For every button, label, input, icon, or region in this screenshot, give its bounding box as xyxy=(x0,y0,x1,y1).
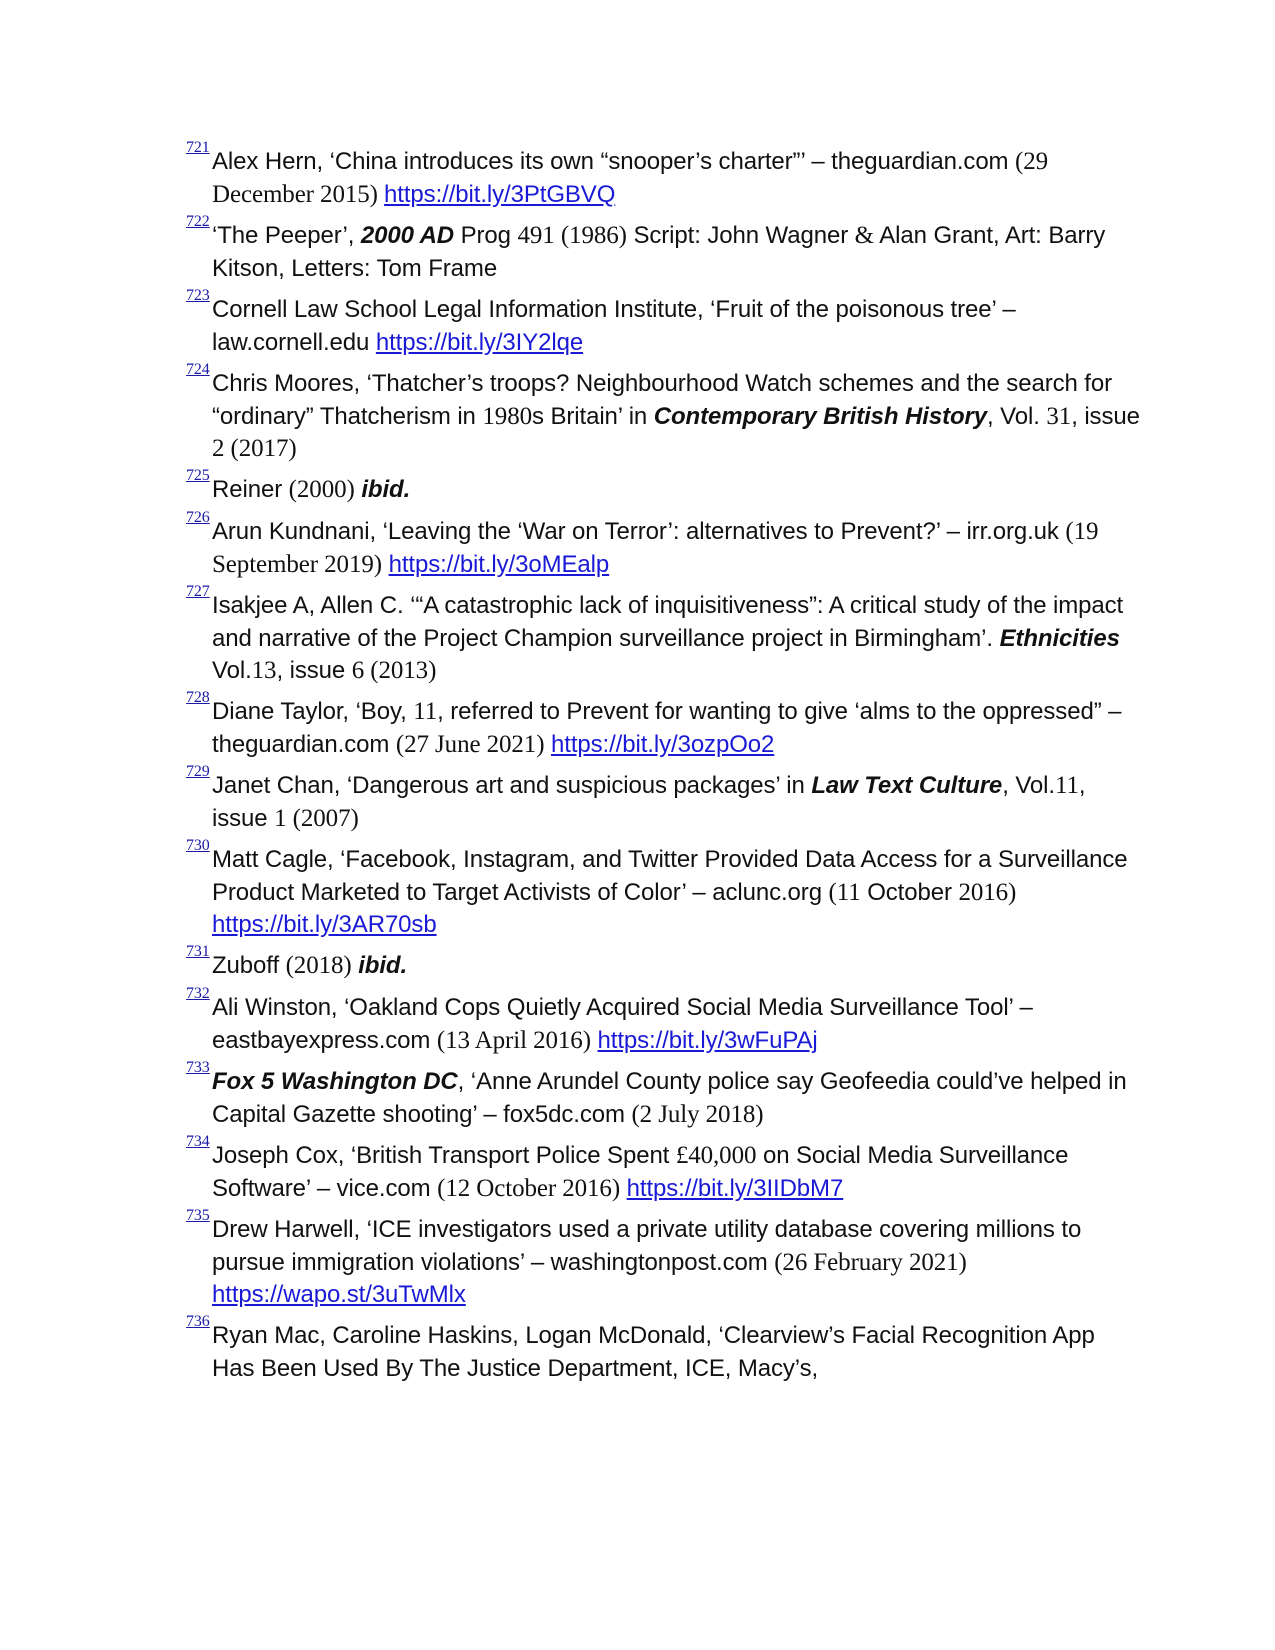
footnote-number-link[interactable]: 730 xyxy=(186,837,210,854)
publication-title: ibid. xyxy=(358,952,408,979)
footnote-text: 1980 xyxy=(482,402,532,430)
footnote-number-link[interactable]: 725 xyxy=(186,467,210,484)
footnote-text: Alan Grant, Art: Barry Kitson, Letters: Tom Frame xyxy=(212,222,1106,282)
footnote-text: 2016) xyxy=(958,878,1017,906)
footnote-726 xyxy=(182,509,1142,581)
footnote-url-link[interactable]: https://bit.ly/3oMEalp xyxy=(388,550,610,578)
footnote-text: Chris Moores, ‘Thatcher’s troops? Neighbourhood Watch schemes and the search for “ordinary” Thatcherism in xyxy=(212,370,1113,430)
footnote-number-link[interactable]: 724 xyxy=(186,361,210,378)
footnote-text: (11 xyxy=(828,878,861,906)
footnote-text: Zuboff xyxy=(212,952,286,979)
footnote-text: Matt Cagle, ‘Facebook, Instagram, and Twitter Provided Data Access for a Surveillance Product Marketed to Target Activists of Color’ – aclunc.org xyxy=(212,846,1128,906)
footnote-text: Drew Harwell, ‘ICE investigators used a private utility database covering millions to pursue immigration violations’ – washingtonpost.com xyxy=(212,1216,1082,1276)
footnote-text: Script: John Wagner xyxy=(626,222,855,249)
footnote-text: ‘The Peeper’, xyxy=(212,222,361,249)
footnote-text: s Britain’ in xyxy=(532,402,654,430)
footnote-text: , Vol. xyxy=(1002,772,1055,799)
footnote-text: (2 July 2018) xyxy=(631,1100,764,1128)
footnote-number-link[interactable]: 727 xyxy=(186,583,210,600)
footnote-text: (2000) xyxy=(288,476,355,503)
footnote-text: on Social Media Surveillance Software’ – vice.com xyxy=(212,1142,1069,1202)
footnote-url-link[interactable]: https://bit.ly/3ozpOo2 xyxy=(551,730,775,758)
footnote-text: 11 xyxy=(1054,772,1079,799)
footnote-text: Joseph Cox, ‘British Transport Police Spent xyxy=(212,1142,676,1169)
footnote-number-link[interactable]: 721 xyxy=(186,139,210,156)
footnote-722 xyxy=(182,213,1142,285)
footnote-724 xyxy=(182,361,1142,466)
footnote-730 xyxy=(182,837,1142,942)
footnote-text: , Vol. xyxy=(987,402,1047,430)
publication-title: Fox 5 Washington DC xyxy=(212,1068,458,1095)
footnote-729 xyxy=(182,763,1142,835)
footnote-725 xyxy=(182,467,1142,507)
footnote-url-link[interactable]: https://bit.ly/3AR70sb xyxy=(212,911,437,938)
footnote-number-link[interactable]: 735 xyxy=(186,1207,210,1224)
footnote-url-link[interactable]: https://bit.ly/3IY2lqe xyxy=(375,328,584,356)
footnote-number-link[interactable]: 722 xyxy=(186,213,210,230)
publication-title: ibid. xyxy=(361,476,411,503)
footnote-number-link[interactable]: 733 xyxy=(186,1059,210,1076)
footnote-number-link[interactable]: 734 xyxy=(186,1133,210,1150)
footnote-url-link[interactable]: https://bit.ly/3PtGBVQ xyxy=(384,180,616,208)
footnote-text: Vol. xyxy=(212,657,252,684)
footnote-text: , issue xyxy=(276,657,352,684)
footnote-text: & xyxy=(854,222,875,249)
footnote-text: Alex Hern, ‘China introduces its own “snooper’s charter”’ – theguardian.com xyxy=(212,148,1016,175)
footnote-text: , issue xyxy=(212,772,1086,832)
footnote-text xyxy=(382,551,389,578)
footnote-text: Arun Kundnani, ‘Leaving the ‘War on Terror’: alternatives to Prevent?’ – irr.org.uk xyxy=(212,518,1066,545)
footnote-text: Ali Winston, ‘Oakland Cops Quietly Acquired Social Media Surveillance Tool’ – eastbayexpress.com xyxy=(212,994,1033,1054)
footnote-text: 6 (2013) xyxy=(351,657,437,684)
footnote-text: Isakjee A, Allen C. ‘“A catastrophic lack of inquisitiveness”: A critical study of the impact and narrative of the Project Champion surveillance project in Birmingham’. xyxy=(212,592,1124,652)
footnote-number-link[interactable]: 726 xyxy=(186,509,210,526)
footnote-url-link[interactable]: https://wapo.st/3uTwMlx xyxy=(212,1281,466,1308)
footnote-text: , referred to Prevent for wanting to give ‘alms to the oppressed” – theguardian.com xyxy=(212,698,1122,758)
footnote-728 xyxy=(182,689,1142,761)
footnote-text: , ‘Anne Arundel County police say Geofeedia could’ve helped in Capital Gazette shooting’ – fox5dc.com xyxy=(212,1068,1127,1128)
footnote-text: (19 September 2019) xyxy=(212,518,1099,578)
footnote-723 xyxy=(182,287,1142,359)
footnote-text: 11 xyxy=(413,698,438,725)
footnote-text: (29 December 2015) xyxy=(212,148,1049,208)
publication-title: Law Text Culture xyxy=(811,772,1003,799)
footnote-732 xyxy=(182,985,1142,1057)
footnote-text: £40,000 xyxy=(675,1142,757,1169)
footnote-text: (2018) xyxy=(285,952,352,979)
footnote-number-link[interactable]: 729 xyxy=(186,763,210,780)
footnote-text: 31 xyxy=(1046,402,1072,430)
footnote-735 xyxy=(182,1207,1142,1312)
footnote-736 xyxy=(182,1313,1142,1385)
footnote-number-link[interactable]: 723 xyxy=(186,287,210,304)
footnote-text: 2 (2017) xyxy=(212,435,297,462)
footnote-text xyxy=(591,1027,598,1054)
footnote-text: Diane Taylor, ‘Boy, xyxy=(212,698,414,725)
footnote-text: Ryan Mac, Caroline Haskins, Logan McDonald, ‘Clearview’s Facial Recognition App Has Been Used By The Justice Department, ICE, Macy’s, xyxy=(212,1322,1095,1382)
footnote-url-link[interactable]: https://bit.ly/3wFuPAj xyxy=(597,1026,818,1054)
footnote-text: (26 February 2021) xyxy=(774,1248,967,1276)
publication-title: Contemporary British History xyxy=(653,402,988,430)
footnote-text xyxy=(620,1175,627,1202)
footnote-734 xyxy=(182,1133,1142,1205)
footnote-text: (12 October 2016) xyxy=(437,1174,621,1202)
footnote-text: 13 xyxy=(251,657,277,684)
footnote-number-link[interactable]: 732 xyxy=(186,985,210,1002)
footnote-727 xyxy=(182,583,1142,688)
publication-title: Ethnicities xyxy=(999,624,1120,652)
publication-title: 2000 AD xyxy=(360,222,455,249)
footnote-number-link[interactable]: 728 xyxy=(186,689,210,706)
footnote-number-link[interactable]: 731 xyxy=(186,943,210,960)
footnote-text: Prog xyxy=(454,222,518,249)
footnote-url-link[interactable]: https://bit.ly/3IIDbM7 xyxy=(626,1174,844,1202)
footnote-text: 491 (1986) xyxy=(517,222,627,249)
footnote-731 xyxy=(182,943,1142,983)
footnote-text: October xyxy=(860,878,959,906)
footnote-text: , issue xyxy=(1071,402,1140,430)
footnote-text: Reiner xyxy=(212,476,289,503)
footnote-733 xyxy=(182,1059,1142,1131)
footnote-text: (27 June 2021) xyxy=(395,730,545,758)
footnote-number-link[interactable]: 736 xyxy=(186,1313,210,1330)
footnote-text: Janet Chan, ‘Dangerous art and suspicious packages’ in xyxy=(212,772,812,799)
footnote-text: (13 April 2016) xyxy=(436,1026,591,1054)
footnote-text: 1 (2007) xyxy=(274,804,359,832)
footnote-721 xyxy=(182,139,1142,211)
footnote-text: Cornell Law School Legal Information Institute, ‘Fruit of the poisonous tree’ – law.cornell.edu xyxy=(212,296,1016,356)
